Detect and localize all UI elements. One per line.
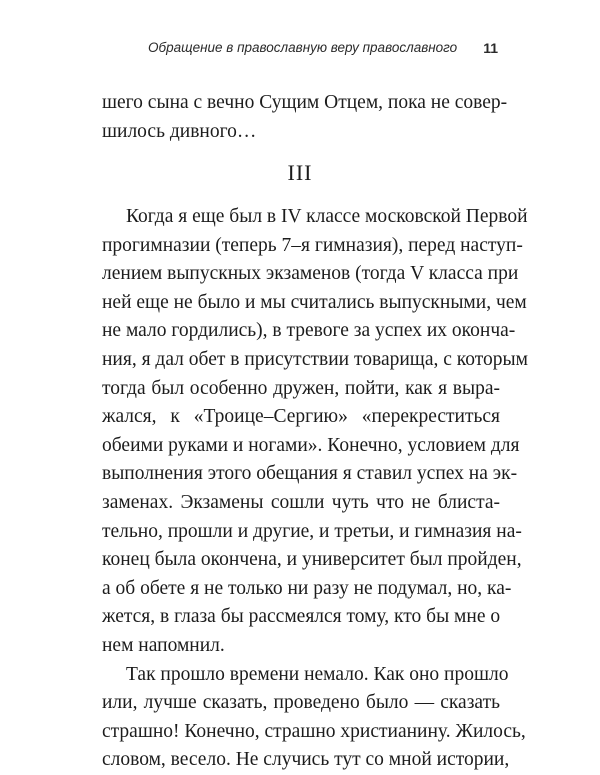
text-line: ней еще не было и мы считались выпускными, чем [102, 291, 527, 313]
text-line: прогимназии (теперь 7–я гимназия), перед наступ- [102, 234, 523, 256]
paragraph [102, 203, 528, 661]
text-line: а об обете я не только ни разу не подумал, но, ка- [102, 577, 512, 599]
page-number: 11 [483, 40, 498, 56]
text-line: выполнения этого обещания я ставил успех на эк- [102, 463, 518, 485]
paragraph [102, 661, 526, 775]
text-line: Так прошло времени немало. Как оно прошло [126, 663, 509, 685]
text-line: не мало гордились), в тревоге за успех их оконча- [102, 320, 516, 342]
text-line: страшно! Конечно, страшно христианину. Жилось, [102, 720, 526, 742]
text-line: шего сына с вечно Сущим Отцем, пока не совер- [102, 92, 508, 113]
text-line: лением выпускных экзаменов (тогда V класса при [102, 263, 519, 285]
chapter-body [102, 203, 528, 775]
text-line: обеими руками и ногами». Конечно, условием для [102, 434, 520, 456]
text-line: тельно, прошли и другие, и третьи, и гимназия на- [102, 520, 522, 542]
text-line: заменах. Экзамены сошли чуть что не блиста- [102, 491, 500, 513]
running-header [148, 40, 498, 62]
running-header-title: Обращение в православную веру православного [148, 40, 458, 55]
text-line: словом, весело. Не случись тут со мной истории, [102, 749, 510, 771]
opening-text [102, 89, 508, 146]
text-line: конец была окончена, и университет был пройден, [102, 549, 522, 571]
text-line: ния, я дал обет в присутствии товарища, с которым [102, 348, 528, 370]
text-line: жется, в глаза бы рассмеялся тому, кто бы мне о [102, 606, 501, 628]
chapter-heading: III [287, 160, 313, 185]
text-line: нем напомнил. [102, 634, 225, 656]
text-line: Когда я еще был в IV классе московской Первой [126, 206, 528, 227]
text-line: или, лучше сказать, проведено было — сказать [102, 692, 500, 714]
text-line: тогда был особенно дружен, пойти, как я выра- [102, 377, 500, 399]
text-line: шилось дивного… [102, 120, 257, 142]
text-line: жался, к «Троице–Сергию» «перекреститься [102, 406, 500, 428]
